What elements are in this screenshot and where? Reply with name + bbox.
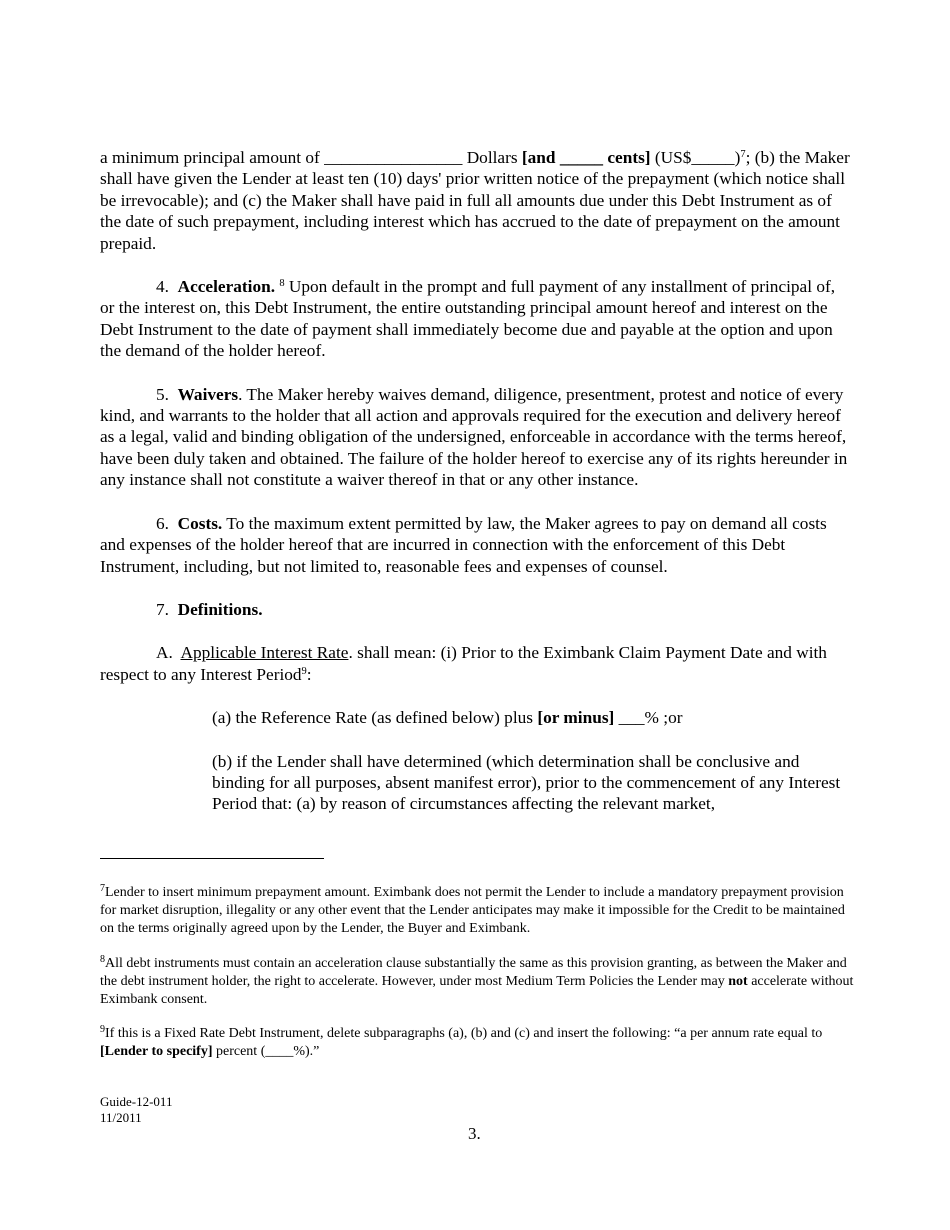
document-reference — [100, 1094, 172, 1126]
page-number: 3. — [468, 1124, 481, 1143]
footnote-8: $^8$All debt instruments must contain an acceleration clause substantially the same as this provision granting, as between the Maker and the debt instrument holder, the right to accelerate. However, under most Medium Term Policies the Lender may not accelerate without Eximbank consent. — [100, 953, 854, 1008]
section-waivers: 5. Waivers. The Maker hereby waives demand, diligence, presentment, protest and notice of every kind, and warrants to the holder that all action and approvals required for the execution and delivery hereof as a legal, valid and binding obligation of the undersigned, enforceable in accordance with the terms hereof, have been duly taken and obtained. The failure of the holder hereof to exercise any of its rights hereunder in any instance shall not constitute a waiver thereof in that or any other instance. — [100, 384, 848, 490]
footnote-ref-7[interactable]: 7 — [740, 149, 746, 160]
section-title: Acceleration. — [177, 277, 276, 297]
footnote-7: $^7$Lender to insert minimum prepayment amount. Eximbank does not permit the Lender to include a mandatory prepayment provision for market disruption, illegality or any other event that the Lender anticipates may make it impossible for the Credit to be maintained on the terms originally agreed upon by the Lender, the Buyer and Eximbank. — [100, 883, 845, 937]
section-definitions: 7. Definitions. — [156, 599, 263, 619]
footnote-ref-8[interactable]: 8 — [279, 278, 285, 290]
defined-term: Applicable Interest Rate — [180, 643, 349, 663]
subparagraph-b: (b) if the Lender shall have determined (which determination shall be conclusive and binding for all purposes, absent manifest error), prior to the commencement of any Interest Period that: (a) by reason of circumstances affecting the relevant market, — [212, 751, 841, 814]
section-acceleration: 4. Acceleration. $^8$ Upon default in the prompt and full payment of any installment of principal of, or the interest on, this Debt Instrument, the entire outstanding principal amount hereof and interest on the Debt Instrument to the date of payment shall immediately become due and payable at the option and upon the demand of the holder hereof. — [100, 277, 836, 361]
prepayment-paragraph: a minimum principal amount of ________________ Dollars [and _____ cents] (US$_____)$^7$; (b) the Maker shall have given the Lender at least ten (10) days' prior written notice of the prepayment (which notice shall be irrevocable); and (c) the Maker shall have paid in full all amounts due under this Debt Instrument as of the date of such prepayment, including interest which has accrued to the date of prepayment on the amount prepaid. — [100, 148, 850, 253]
section-title: Costs. — [177, 513, 223, 533]
section-title: Definitions. — [177, 599, 263, 619]
section-costs: 6. Costs. To the maximum extent permitted by law, the Maker agrees to pay on demand all costs and expenses of the holder hereof that are incurred in connection with the enforcement of this Debt Instrument, including, but not limited to, reasonable fees and expenses of counsel. — [100, 513, 827, 576]
guide-number: Guide-12-011 — [100, 1094, 173, 1109]
document-body — [100, 147, 850, 837]
section-title: Waivers — [177, 384, 239, 404]
footnote-ref-9[interactable]: 9 — [301, 665, 307, 677]
footnote-separator — [100, 858, 324, 859]
definition-applicable-interest-rate: A. Applicable Interest Rate. shall mean: (i) Prior to the Eximbank Claim Payment Date and with respect to any Interest Period$^9$: — [100, 643, 827, 684]
subparagraph-a: (a) the Reference Rate (as defined below) plus [or minus] ___% ;or — [212, 708, 683, 728]
guide-date: 11/2011 — [100, 1110, 142, 1125]
footnotes — [100, 884, 860, 1078]
footnote-9: $^9$If this is a Fixed Rate Debt Instrument, delete subparagraphs (a), (b) and (c) and insert the following: “a per annum rate equal to [Lender to specify] percent (____%).” — [100, 1024, 823, 1060]
